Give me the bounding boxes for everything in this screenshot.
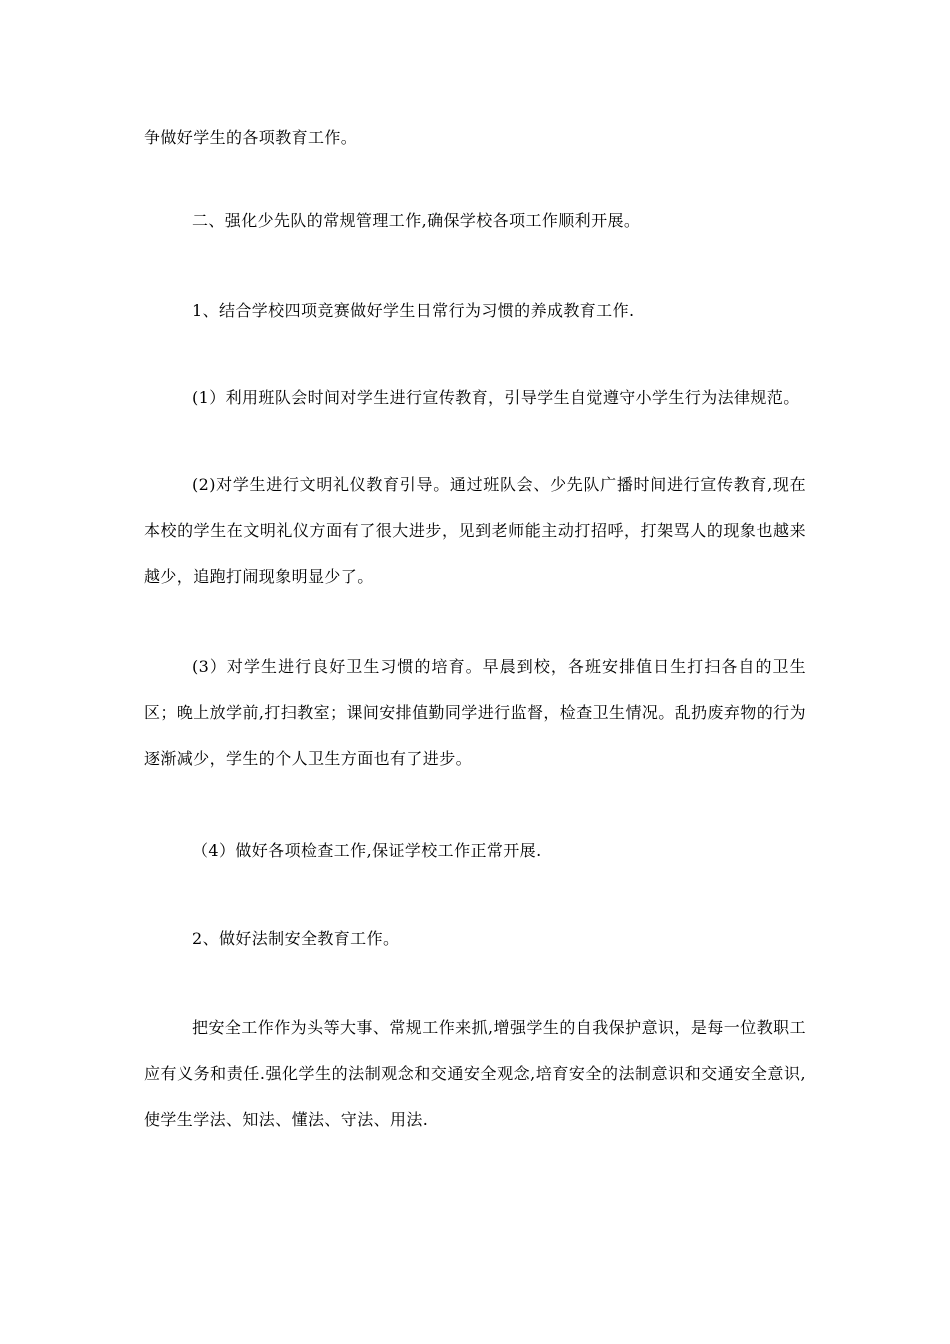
subsection-heading-2: 2、做好法制安全教育工作。 xyxy=(192,929,400,948)
safety-paragraph: 把安全工作作为头等大事、常规工作来抓,增强学生的自我保护意识，是每一位教职工应有义务和责任.强化学生的法制观念和交通安全观念,培育安全的法制意识和交通安全意识,使学生学法、知法、懂法、守法、用法. xyxy=(144,1018,806,1129)
item-4-paragraph: （4）做好各项检查工作,保证学校工作正常开展. xyxy=(192,841,542,860)
subsection-heading-1: 1、结合学校四项竞赛做好学生日常行为习惯的养成教育工作. xyxy=(192,301,635,320)
item-2-paragraph: (2)对学生进行文明礼仪教育引导。通过班队会、少先队广播时间进行宣传教育,现在本校的学生在文明礼仪方面有了很大进步，见到老师能主动打招呼，打架骂人的现象也越来越少，追跑打闹现象明显少了。 xyxy=(144,475,806,586)
paragraph-continuation: 争做好学生的各项教育工作。 xyxy=(144,128,358,147)
item-1-paragraph: (1）利用班队会时间对学生进行宣传教育，引导学生自觉遵守小学生行为法律规范。 xyxy=(192,388,800,407)
section-heading-2: 二、强化少先队的常规管理工作,确保学校各项工作顺利开展。 xyxy=(192,211,641,230)
item-3-paragraph: (3）对学生进行良好卫生习惯的培育。早晨到校，各班安排值日生打扫各自的卫生区；晚上放学前,打扫教室；课间安排值勤同学进行监督，检查卫生情况。乱扔废弃物的行为逐渐减少，学生的个人卫生方面也有了进步。 xyxy=(144,657,806,768)
